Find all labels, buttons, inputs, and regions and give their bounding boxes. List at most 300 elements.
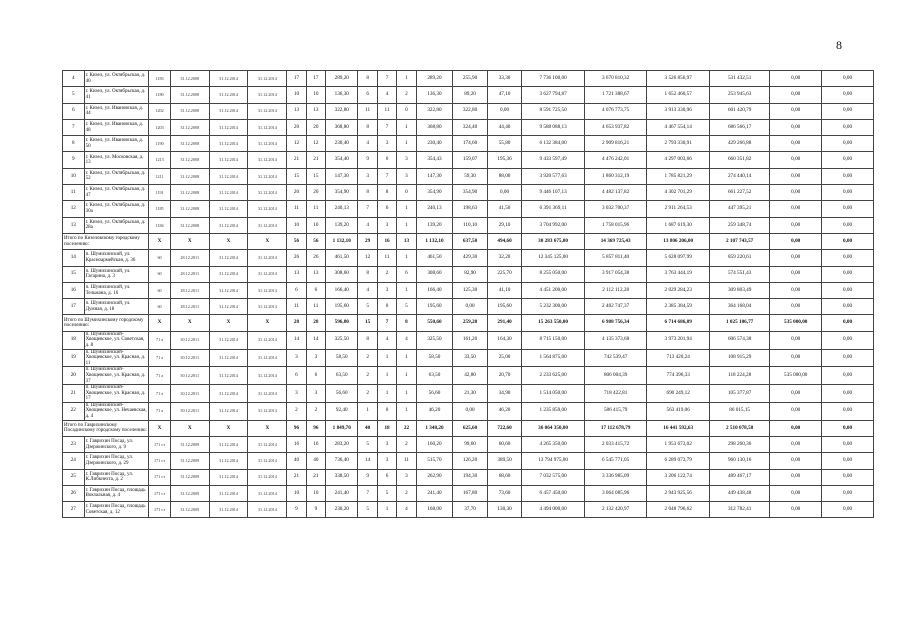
cell-a4: 44,40 (487, 119, 522, 135)
cell-s1: 1 564 875,00 (522, 349, 585, 367)
cell-s6: 0,00 (822, 250, 874, 266)
cell-p2: 7 (377, 168, 396, 184)
cell-d1: X (170, 233, 209, 249)
cell-c1: 12 (287, 136, 306, 152)
cell-s3: 2 911 264,53 (647, 201, 710, 217)
cell-a3: 259,20 (453, 315, 488, 331)
cell-s5: 0,00 (770, 201, 822, 217)
cell-s3: 1 652 460,57 (647, 87, 710, 103)
cell-a4: 20,70 (487, 367, 522, 385)
cell-s4: 606 574,38 (709, 331, 769, 349)
cell-a1: 63,50 (326, 367, 358, 385)
cell-d2: 31.12.2014 (209, 217, 248, 233)
cell-s2: 4 653 937,82 (584, 119, 647, 135)
cell-p1: 12 (358, 250, 377, 266)
cell-d3: 31.12.2014 (248, 502, 287, 518)
cell-d2: 31.12.2014 (209, 282, 248, 298)
cell-addr: г. Кизел, ул. Московская, д. 13 (84, 152, 149, 168)
cell-p3: 1 (397, 201, 416, 217)
cell-a2: 262,90 (416, 469, 453, 485)
cell-s4: 2 510 078,58 (709, 420, 769, 436)
cell-c2: 96 (306, 420, 325, 436)
cell-d1: 31.12.2008 (170, 201, 209, 217)
cell-s5: 0,00 (770, 152, 822, 168)
cell-s5: 535 000,00 (770, 367, 822, 385)
cell-a4: 88,00 (487, 168, 522, 184)
cell-addr: п. Шумихинский, ул. Тельмана, д. 16 (84, 282, 149, 298)
cell-a1: 92,40 (326, 402, 358, 420)
cell-c2: 21 (306, 469, 325, 485)
cell-p3: 1 (397, 71, 416, 87)
cell-a2: 354,90 (416, 185, 453, 201)
cell-a3: 322,80 (453, 103, 488, 119)
cell-s1: 9 433 597,49 (522, 152, 585, 168)
cell-c1: 17 (287, 71, 306, 87)
cell-s1: 1 235 850,00 (522, 402, 585, 420)
cell-p3: 13 (397, 233, 416, 249)
cell-p1: 14 (358, 453, 377, 469)
table-row (63, 168, 874, 184)
cell-s6: 0,00 (822, 119, 874, 135)
cell-a2: 461,50 (416, 250, 453, 266)
cell-a2: 550,60 (416, 315, 453, 331)
cell-a2: 166,40 (416, 282, 453, 298)
cell-no: 9 (63, 152, 85, 168)
cell-a4: 494,60 (487, 233, 522, 249)
cell-c2: 15 (306, 168, 325, 184)
cell-c1: 21 (287, 469, 306, 485)
cell-p3: 5 (397, 299, 416, 315)
cell-p1: 11 (358, 103, 377, 119)
cell-p2: 0 (377, 402, 396, 420)
cell-a1: 461,50 (326, 250, 358, 266)
cell-s5: 0,00 (770, 136, 822, 152)
cell-doc: 171 ст (149, 485, 171, 501)
cell-s2: 4 476 242,01 (584, 152, 647, 168)
cell-d1: 28.12.2011 (170, 299, 209, 315)
cell-c2: 20 (306, 119, 325, 135)
cell-c2: 3 (306, 385, 325, 403)
cell-a2: 289,20 (416, 71, 453, 87)
cell-c1: 3 (287, 349, 306, 367)
cell-a1: 354,40 (326, 152, 358, 168)
cell-p2: 4 (377, 331, 396, 349)
cell-s2: 14 369 725,43 (584, 233, 647, 249)
cell-s3: 6 289 073,79 (647, 453, 710, 469)
cell-c2: 16 (306, 436, 325, 452)
cell-s6: 0,00 (822, 71, 874, 87)
cell-s4: 601 420,79 (709, 103, 769, 119)
cell-d2: 31.12.2014 (209, 469, 248, 485)
cell-d2: 31.12.2014 (209, 103, 248, 119)
cell-a2: 368,80 (416, 119, 453, 135)
cell-d2: 31.12.2014 (209, 502, 248, 518)
cell-d2: 31.12.2014 (209, 436, 248, 452)
cell-p2: 8 (377, 185, 396, 201)
cell-a3: 625,60 (453, 420, 488, 436)
cell-s5: 0,00 (770, 250, 822, 266)
cell-s4: 274 440,14 (709, 168, 769, 184)
table-row (63, 385, 874, 403)
cell-s4: 429 266,88 (709, 136, 769, 152)
cell-p2: 7 (377, 71, 396, 87)
cell-p2: 1 (377, 502, 396, 518)
cell-s2: 742 539,47 (584, 349, 647, 367)
cell-p3: 6 (397, 266, 416, 282)
cell-p3: 3 (397, 168, 416, 184)
cell-c2: 14 (306, 331, 325, 349)
cell-p3: 3 (397, 152, 416, 168)
cell-s3: 713 420,24 (647, 349, 710, 367)
cell-d3: 31.12.2014 (248, 299, 287, 315)
cell-no: 12 (63, 201, 85, 217)
cell-a1: 240,13 (326, 201, 358, 217)
cell-a1: 1 849,70 (326, 420, 358, 436)
cell-d1: 30.12.2011 (170, 367, 209, 385)
cell-label: Итого по Гаврихинскому Посадинскому городскому поселению: (63, 420, 149, 436)
cell-no: 20 (63, 367, 85, 385)
cell-s6: 0,00 (822, 299, 874, 315)
cell-a2: 195,60 (416, 299, 453, 315)
cell-addr: п. Шумихинский, ул. Думная, д. 18 (84, 299, 149, 315)
cell-s6: 0,00 (822, 420, 874, 436)
cell-doc: 1190 (149, 136, 171, 152)
cell-a1: 147,30 (326, 168, 358, 184)
cell-s4: 660 351,82 (709, 152, 769, 168)
cell-d1: 31.12.2008 (170, 136, 209, 152)
cell-c1: 96 (287, 420, 306, 436)
cell-a1: 230,40 (326, 136, 358, 152)
cell-s4: 489 467,17 (709, 469, 769, 485)
table-row (63, 299, 874, 315)
cell-d2: 31.12.2014 (209, 453, 248, 469)
cell-c2: 3 (306, 349, 325, 367)
cell-s5: 0,00 (770, 266, 822, 282)
cell-c2: 11 (306, 299, 325, 315)
cell-p3: 3 (397, 469, 416, 485)
cell-s5: 0,00 (770, 217, 822, 233)
cell-d3: 31.12.2014 (248, 453, 287, 469)
cell-p3: 1 (397, 402, 416, 420)
cell-c1: 15 (287, 168, 306, 184)
cell-d1: 31.12.2008 (170, 152, 209, 168)
cell-addr: г. Кизел, ул. Октябрьская, д. 40 (84, 71, 149, 87)
cell-s1: 5 232 300,00 (522, 299, 585, 315)
cell-s1: 3 920 577,63 (522, 168, 585, 184)
cell-p2: 3 (377, 436, 396, 452)
cell-doc: 1185 (149, 201, 171, 217)
cell-s2: 3 670 810,32 (584, 71, 647, 87)
table-row (63, 485, 874, 501)
cell-d2: 31.12.2014 (209, 402, 248, 420)
cell-s1: 36 064 350,00 (522, 420, 585, 436)
cell-c1: 20 (287, 185, 306, 201)
cell-addr: п. Шумихинский, ул. Гагарина, д. 3 (84, 266, 149, 282)
cell-s3: 774 396,33 (647, 367, 710, 385)
housing-register-table (62, 70, 874, 518)
cell-s4: 298 260,36 (709, 436, 769, 452)
cell-c2: 28 (306, 315, 325, 331)
cell-addr: г. Гаврихин Посад, площадь Вокзальная, д. 4 (84, 485, 149, 501)
cell-s1: 3 704 992,00 (522, 217, 585, 233)
cell-s4: 86 015,15 (709, 402, 769, 420)
cell-s3: 1 785 821,29 (647, 168, 710, 184)
cell-p2: 7 (377, 315, 396, 331)
cell-p1: 9 (358, 469, 377, 485)
cell-a4: 55,80 (487, 136, 522, 152)
cell-a2: 63,50 (416, 367, 453, 385)
cell-s2: 6 988 756,34 (584, 315, 647, 331)
cell-a4: 29,10 (487, 217, 522, 233)
cell-a4: 34,90 (487, 385, 522, 403)
cell-s6: 0,00 (822, 367, 874, 385)
cell-a3: 126,20 (453, 453, 488, 469)
cell-s3: 13 806 206,00 (647, 233, 710, 249)
cell-c1: 2 (287, 402, 306, 420)
cell-s3: 4 467 554,14 (647, 119, 710, 135)
cell-a1: 308,60 (326, 266, 358, 282)
cell-p1: 4 (358, 136, 377, 152)
cell-s5: 0,00 (770, 168, 822, 184)
table-row (63, 436, 874, 452)
cell-addr: г. Кизел, ул. Ивановская, д. 50 (84, 136, 149, 152)
cell-a3: 21,30 (453, 385, 488, 403)
cell-label: Итого по Шумихинскому городскому поселению: (63, 315, 149, 331)
cell-p3: 11 (397, 453, 416, 469)
cell-a3: 82,90 (453, 266, 488, 282)
cell-s3: 1 687 619,30 (647, 217, 710, 233)
table-row (63, 152, 874, 168)
cell-c1: 11 (287, 201, 306, 217)
cell-p1: 2 (358, 367, 377, 385)
cell-p2: 6 (377, 469, 396, 485)
cell-s2: 2 112 112,28 (584, 282, 647, 298)
cell-p1: 7 (358, 485, 377, 501)
cell-p1: 8 (358, 119, 377, 135)
cell-d3: 31.12.2014 (248, 436, 287, 452)
cell-p1: 2 (358, 349, 377, 367)
cell-d1: X (170, 315, 209, 331)
cell-a4: 68,60 (487, 469, 522, 485)
cell-s3: 4 297 003,66 (647, 152, 710, 168)
cell-s2: 5 857 811,40 (584, 250, 647, 266)
cell-a3: 198,63 (453, 201, 488, 217)
cell-s1: 8 715 150,00 (522, 331, 585, 349)
cell-c1: 11 (287, 299, 306, 315)
cell-s6: 0,00 (822, 331, 874, 349)
cell-a3: 99,60 (453, 436, 488, 452)
cell-d3: 31.12.2014 (248, 168, 287, 184)
cell-a1: 195,60 (326, 299, 358, 315)
cell-s4: 531 432,51 (709, 71, 769, 87)
cell-a3: 174,60 (453, 136, 488, 152)
cell-d3: 31.12.2014 (248, 402, 287, 420)
cell-a3: 255,90 (453, 71, 488, 87)
cell-p3: 1 (397, 217, 416, 233)
cell-c1: 16 (287, 436, 306, 452)
cell-s1: 6 457 450,00 (522, 485, 585, 501)
cell-c1: 10 (287, 87, 306, 103)
cell-p2: 6 (377, 152, 396, 168)
cell-a1: 596,80 (326, 315, 358, 331)
cell-p2: 3 (377, 217, 396, 233)
cell-s1: 4 265 350,00 (522, 436, 585, 452)
cell-no: 10 (63, 168, 85, 184)
cell-d3: 31.12.2014 (248, 71, 287, 87)
cell-p1: 4 (358, 217, 377, 233)
cell-p1: 8 (358, 71, 377, 87)
cell-s6: 0,00 (822, 136, 874, 152)
cell-addr: г. Кизел, ул. Октябрьская, д. 41 (84, 87, 149, 103)
cell-p1: 8 (358, 331, 377, 349)
cell-c2: 17 (306, 71, 325, 87)
cell-d2: 31.12.2014 (209, 201, 248, 217)
cell-d3: 31.12.2014 (248, 136, 287, 152)
cell-a2: 160,20 (416, 436, 453, 452)
cell-a1: 322,80 (326, 103, 358, 119)
cell-a1: 289,20 (326, 71, 358, 87)
cell-d2: X (209, 420, 248, 436)
cell-s1: 15 263 550,00 (522, 315, 585, 331)
cell-a1: 283,20 (326, 436, 358, 452)
cell-s2: 1 721 388,67 (584, 87, 647, 103)
cell-s3: 3 913 330,96 (647, 103, 710, 119)
cell-a2: 56,60 (416, 385, 453, 403)
cell-a2: 1 132,10 (416, 233, 453, 249)
cell-a2: 139,20 (416, 217, 453, 233)
cell-d2: X (209, 233, 248, 249)
cell-a4: 225,70 (487, 266, 522, 282)
cell-p1: 8 (358, 266, 377, 282)
cell-s4: 253 945,63 (709, 87, 769, 103)
cell-addr: г. Кизел, ул. Октябрьская, д. 30а (84, 201, 149, 217)
cell-a1: 230,20 (326, 502, 358, 518)
cell-p1: 4 (358, 282, 377, 298)
cell-no: 27 (63, 502, 85, 518)
cell-s6: 0,00 (822, 185, 874, 201)
cell-p2: 1 (377, 349, 396, 367)
cell-no: 16 (63, 282, 85, 298)
cell-a3: 354,90 (453, 185, 488, 201)
cell-a3: 194,30 (453, 469, 488, 485)
table-row (63, 217, 874, 233)
cell-s6: 0,00 (822, 282, 874, 298)
cell-s2: 806 004,39 (584, 367, 647, 385)
cell-d1: 31.12.2008 (170, 217, 209, 233)
cell-addr: п. Шумихинский-Хвощевское, ул. Красная, д. 11 (84, 349, 149, 367)
cell-addr: г. Кизел, ул. Октябрьская, д. 47 (84, 185, 149, 201)
cell-a1: 368,80 (326, 119, 358, 135)
cell-doc: 171 ст (149, 453, 171, 469)
cell-s4: 312 782,41 (709, 502, 769, 518)
cell-c1: 40 (287, 453, 306, 469)
cell-p1: 9 (358, 152, 377, 168)
cell-a1: 139,20 (326, 217, 358, 233)
cell-a3: 159,07 (453, 152, 488, 168)
cell-a1: 241,40 (326, 485, 358, 501)
cell-s6: 0,00 (822, 402, 874, 420)
cell-s4: 574 551,43 (709, 266, 769, 282)
cell-p1: 15 (358, 315, 377, 331)
cell-s2: 1 758 015,96 (584, 217, 647, 233)
cell-doc: 71 а (149, 331, 171, 349)
cell-a4: 164,30 (487, 331, 522, 349)
cell-s5: 0,00 (770, 402, 822, 420)
cell-s1: 8 255 050,00 (522, 266, 585, 282)
cell-a3: 42,80 (453, 367, 488, 385)
cell-p2: 6 (377, 201, 396, 217)
cell-a3: 110,10 (453, 217, 488, 233)
cell-a3: 161,20 (453, 331, 488, 349)
cell-c2: 20 (306, 185, 325, 201)
cell-d2: 31.12.2014 (209, 485, 248, 501)
cell-p3: 4 (397, 502, 416, 518)
cell-a2: 241,40 (416, 485, 453, 501)
cell-d1: 31.12.2009 (170, 453, 209, 469)
cell-doc: 1180 (149, 87, 171, 103)
cell-s1: 2 233 625,00 (522, 367, 585, 385)
cell-s2: 6 545 771,05 (584, 453, 647, 469)
cell-p3: 2 (397, 485, 416, 501)
cell-s3: 3 526 856,97 (647, 71, 710, 87)
cell-p3: 8 (397, 315, 416, 331)
cell-doc: 171 ст (149, 469, 171, 485)
cell-s4: 447 395,21 (709, 201, 769, 217)
cell-a2: 168,00 (416, 502, 453, 518)
cell-a2: 46,20 (416, 402, 453, 420)
cell-doc: 1213 (149, 152, 171, 168)
cell-a3: 33,50 (453, 349, 488, 367)
cell-c2: 21 (306, 152, 325, 168)
cell-d1: 28.12.2011 (170, 282, 209, 298)
cell-s2: 4 482 137,82 (584, 185, 647, 201)
cell-a4: 47,10 (487, 87, 522, 103)
cell-p3: 1 (397, 119, 416, 135)
cell-addr: п. Шумихинский, ул. Красноармейская, д. 36 (84, 250, 149, 266)
cell-c1: 14 (287, 331, 306, 349)
cell-s1: 3 627 794,87 (522, 87, 585, 103)
cell-a2: 136,30 (416, 87, 453, 103)
cell-s1: 4 494 000,00 (522, 502, 585, 518)
cell-d3: 31.12.2014 (248, 349, 287, 367)
cell-doc: 71 а (149, 402, 171, 420)
cell-no: 24 (63, 453, 85, 469)
cell-s5: 0,00 (770, 233, 822, 249)
cell-d2: 31.12.2014 (209, 331, 248, 349)
cell-p2: 2 (377, 266, 396, 282)
cell-p3: 0 (397, 185, 416, 201)
cell-s1: 6 132 384,00 (522, 136, 585, 152)
cell-d2: 31.12.2014 (209, 349, 248, 367)
cell-addr: г. Гаврихин Посад, ул. Дзержинского, д. 29 (84, 453, 149, 469)
table-row (63, 87, 874, 103)
cell-s5: 0,00 (770, 103, 822, 119)
cell-a4: 722,60 (487, 420, 522, 436)
cell-d3: 31.12.2014 (248, 367, 287, 385)
table-row (63, 266, 874, 282)
cell-s2: 2 909 816,21 (584, 136, 647, 152)
cell-d2: 31.12.2014 (209, 168, 248, 184)
cell-s4: 686 566,17 (709, 119, 769, 135)
cell-s1: 12 345 125,00 (522, 250, 585, 266)
table-row (63, 349, 874, 367)
cell-d1: 31.12.2008 (170, 168, 209, 184)
cell-s6: 0,00 (822, 152, 874, 168)
cell-p1: 6 (358, 87, 377, 103)
cell-p2: 7 (377, 119, 396, 135)
cell-p2: 1 (377, 367, 396, 385)
cell-a4: 195,60 (487, 299, 522, 315)
